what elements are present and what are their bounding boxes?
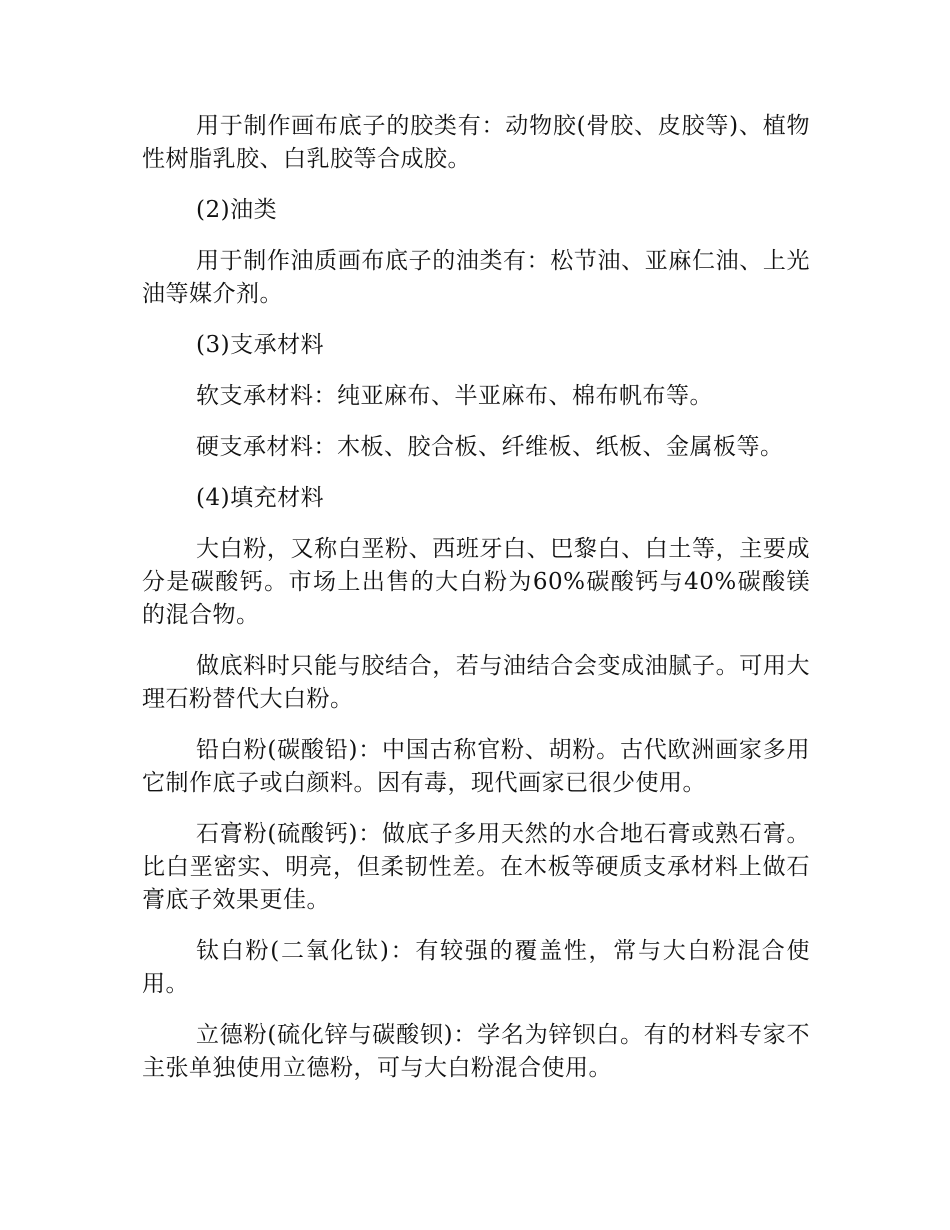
paragraph-soft-supports: 软支承材料：纯亚麻布、半亚麻布、棉布帆布等。	[196, 383, 713, 409]
paragraph-oil-types: 用于制作油质画布底子的油类有：松节油、亚麻仁油、上光油等媒介剂。	[142, 248, 810, 307]
section-heading-oils: (2)油类	[196, 197, 278, 223]
section-heading-fillers: (4)填充材料	[196, 485, 325, 511]
paragraph-lithopone: 立德粉(硫化锌与碳酸钡)：学名为锌钡白。有的材料专家不主张单独使用立德粉，可与大白粉混合使用。	[142, 1022, 810, 1081]
paragraph-chalk-powder: 大白粉，又称白垩粉、西班牙白、巴黎白、白土等，主要成分是碳酸钙。市场上出售的大白粉为60%碳酸钙与40%碳酸镁的混合物。	[142, 536, 810, 628]
paragraph-gypsum: 石膏粉(硫酸钙)：做底子多用天然的水合地石膏或熟石膏。比白垩密实、明亮，但柔韧性差。在木板等硬质支承材料上做石膏底子效果更佳。	[142, 821, 810, 913]
document-body	[142, 110, 810, 1103]
section-heading-supports: (3)支承材料	[196, 332, 325, 358]
paragraph-hard-supports: 硬支承材料：木板、胶合板、纤维板、纸板、金属板等。	[196, 434, 784, 460]
paragraph-lead-white: 铅白粉(碳酸铅)：中国古称官粉、胡粉。古代欧洲画家多用它制作底子或白颜料。因有毒，现代画家已很少使用。	[142, 737, 810, 796]
paragraph-glue-types: 用于制作画布底子的胶类有：动物胶(骨胶、皮胶等)、植物性树脂乳胶、白乳胶等合成胶。	[142, 113, 810, 172]
paragraph-titanium-white: 钛白粉(二氧化钛)：有较强的覆盖性，常与大白粉混合使用。	[142, 938, 810, 997]
paragraph-chalk-usage: 做底料时只能与胶结合，若与油结合会变成油腻子。可用大理石粉替代大白粉。	[142, 653, 810, 712]
